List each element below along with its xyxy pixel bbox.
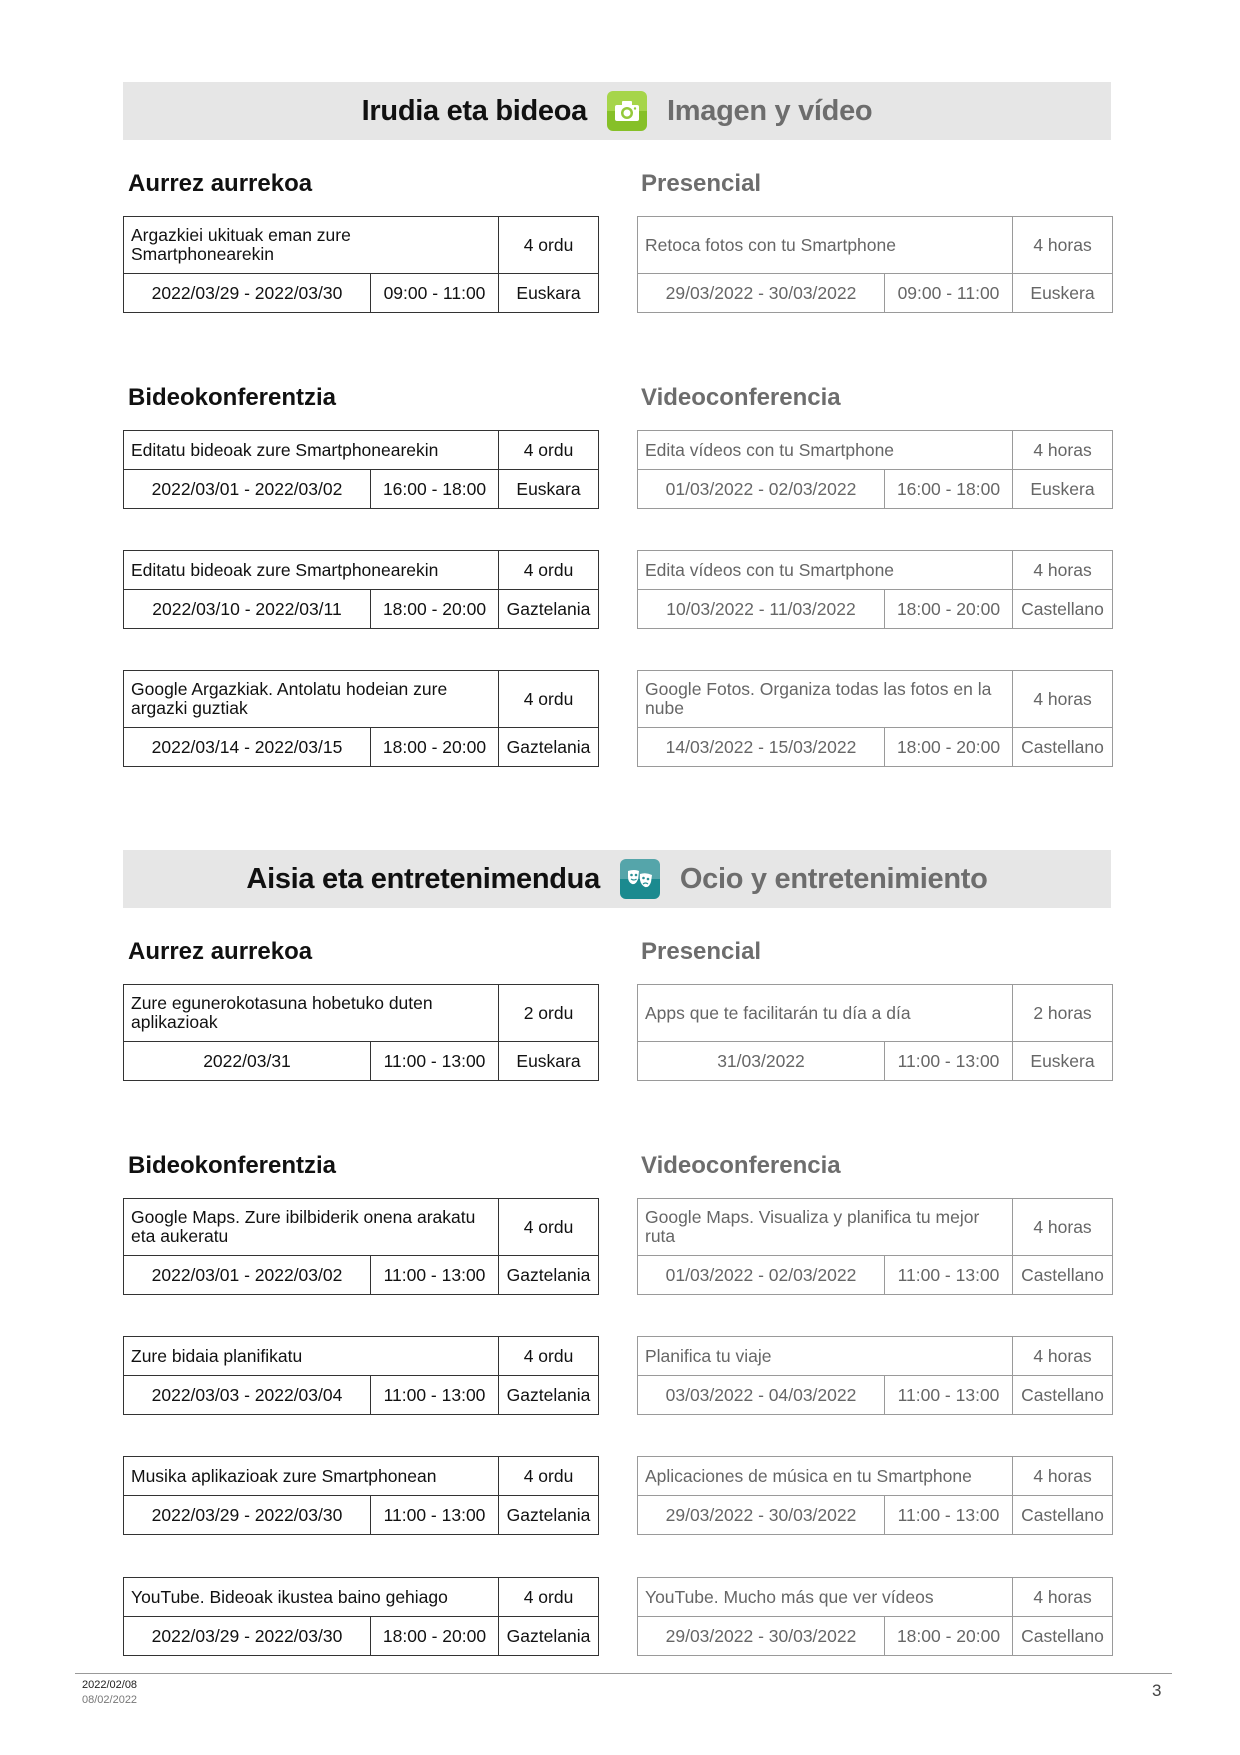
course-dates: 2022/03/14 - 2022/03/15 <box>124 728 371 767</box>
course-duration: 4 horas <box>1013 1199 1113 1256</box>
course-language: Castellano <box>1013 1496 1113 1535</box>
course-dates: 2022/03/10 - 2022/03/11 <box>124 590 371 629</box>
course-duration: 4 ordu <box>499 1199 599 1256</box>
course-card-eu <box>123 984 599 1081</box>
course-time: 11:00 - 13:00 <box>885 1256 1013 1295</box>
course-title: Editatu bideoak zure Smartphonearekin <box>124 551 499 590</box>
course-card-eu <box>123 670 599 767</box>
course-card-es <box>637 1577 1113 1656</box>
course-dates: 14/03/2022 - 15/03/2022 <box>638 728 885 767</box>
course-card-es <box>637 1456 1113 1535</box>
course-dates: 2022/03/29 - 2022/03/30 <box>124 274 371 313</box>
course-title: Zure egunerokotasuna hobetuko duten aplikazioak <box>124 985 499 1042</box>
course-dates: 2022/03/03 - 2022/03/04 <box>124 1376 371 1415</box>
course-dates: 2022/03/29 - 2022/03/30 <box>124 1496 371 1535</box>
course-dates: 31/03/2022 <box>638 1042 885 1081</box>
course-time: 18:00 - 20:00 <box>371 590 499 629</box>
course-time: 11:00 - 13:00 <box>885 1042 1013 1081</box>
course-language: Euskara <box>499 470 599 509</box>
course-language: Gaztelania <box>499 1617 599 1656</box>
course-card-es <box>637 1198 1113 1295</box>
course-title: Zure bidaia planifikatu <box>124 1337 499 1376</box>
course-title: YouTube. Mucho más que ver vídeos <box>638 1578 1013 1617</box>
course-title: Google Argazkiak. Antolatu hodeian zure argazki guztiak <box>124 671 499 728</box>
course-duration: 4 horas <box>1013 1578 1113 1617</box>
course-title: YouTube. Bideoak ikustea baino gehiago <box>124 1578 499 1617</box>
course-dates: 01/03/2022 - 02/03/2022 <box>638 1256 885 1295</box>
course-card-eu <box>123 1577 599 1656</box>
group-label-es: Presencial <box>641 938 762 965</box>
course-card-es <box>637 430 1113 509</box>
course-title: Edita vídeos con tu Smartphone <box>638 551 1013 590</box>
group-label-eu: Bideokonferentzia <box>128 1152 337 1179</box>
course-duration: 2 ordu <box>499 985 599 1042</box>
group-label-es: Videoconferencia <box>641 1152 841 1179</box>
course-card-eu <box>123 550 599 629</box>
course-language: Gaztelania <box>499 1376 599 1415</box>
course-card-eu <box>123 1456 599 1535</box>
course-title: Edita vídeos con tu Smartphone <box>638 431 1013 470</box>
group-label-es: Presencial <box>641 170 762 197</box>
course-title: Google Fotos. Organiza todas las fotos en la nube <box>638 671 1013 728</box>
course-language: Euskera <box>1013 274 1113 313</box>
section-header-leisure <box>123 850 1111 908</box>
course-language: Gaztelania <box>499 1256 599 1295</box>
course-dates: 01/03/2022 - 02/03/2022 <box>638 470 885 509</box>
course-card-eu <box>123 430 599 509</box>
course-language: Castellano <box>1013 1256 1113 1295</box>
course-time: 09:00 - 11:00 <box>371 274 499 313</box>
course-card-es <box>637 550 1113 629</box>
course-title: Musika aplikazioak zure Smartphonean <box>124 1457 499 1496</box>
course-title: Planifica tu viaje <box>638 1337 1013 1376</box>
course-language: Euskara <box>499 274 599 313</box>
group-label-eu: Bideokonferentzia <box>128 384 337 411</box>
course-dates: 29/03/2022 - 30/03/2022 <box>638 1496 885 1535</box>
course-title: Google Maps. Visualiza y planifica tu mejor ruta <box>638 1199 1013 1256</box>
section-title-eu: Irudia eta bideoa <box>361 94 587 127</box>
course-card-es <box>637 1336 1113 1415</box>
course-time: 11:00 - 13:00 <box>371 1256 499 1295</box>
course-time: 11:00 - 13:00 <box>885 1496 1013 1535</box>
course-language: Castellano <box>1013 1376 1113 1415</box>
group-label-eu: Aurrez aurrekoa <box>128 170 313 197</box>
course-title: Apps que te facilitarán tu día a día <box>638 985 1013 1042</box>
course-time: 11:00 - 13:00 <box>371 1376 499 1415</box>
course-dates: 03/03/2022 - 04/03/2022 <box>638 1376 885 1415</box>
course-dates: 10/03/2022 - 11/03/2022 <box>638 590 885 629</box>
group-label-es: Videoconferencia <box>641 384 841 411</box>
course-dates: 2022/03/29 - 2022/03/30 <box>124 1617 371 1656</box>
course-title: Aplicaciones de música en tu Smartphone <box>638 1457 1013 1496</box>
course-time: 16:00 - 18:00 <box>885 470 1013 509</box>
course-duration: 4 ordu <box>499 1457 599 1496</box>
course-card-es <box>637 216 1113 313</box>
footer-date-es: 08/02/2022 <box>82 1694 138 1706</box>
section-title-eu: Aisia eta entretenimendua <box>246 862 600 895</box>
course-language: Gaztelania <box>499 590 599 629</box>
course-language: Euskara <box>499 1042 599 1081</box>
course-time: 18:00 - 20:00 <box>885 1617 1013 1656</box>
course-card-es <box>637 670 1113 767</box>
footer-divider <box>75 1673 1172 1674</box>
course-duration: 4 ordu <box>499 217 599 274</box>
course-language: Euskera <box>1013 1042 1113 1081</box>
course-dates: 2022/03/31 <box>124 1042 371 1081</box>
course-duration: 4 ordu <box>499 551 599 590</box>
course-card-es <box>637 984 1113 1081</box>
group-label-eu: Aurrez aurrekoa <box>128 938 313 965</box>
course-duration: 4 horas <box>1013 1457 1113 1496</box>
course-title: Google Maps. Zure ibilbiderik onena arakatu eta aukeratu <box>124 1199 499 1256</box>
course-language: Euskera <box>1013 470 1113 509</box>
course-time: 16:00 - 18:00 <box>371 470 499 509</box>
course-title: Retoca fotos con tu Smartphone <box>638 217 1013 274</box>
course-duration: 4 ordu <box>499 431 599 470</box>
course-card-eu <box>123 216 599 313</box>
course-card-eu <box>123 1336 599 1415</box>
course-duration: 4 horas <box>1013 671 1113 728</box>
course-duration: 2 horas <box>1013 985 1113 1042</box>
course-language: Gaztelania <box>499 1496 599 1535</box>
course-language: Castellano <box>1013 728 1113 767</box>
course-time: 18:00 - 20:00 <box>371 728 499 767</box>
course-time: 09:00 - 11:00 <box>885 274 1013 313</box>
section-title-es: Ocio y entretenimiento <box>679 862 988 895</box>
course-duration: 4 ordu <box>499 1578 599 1617</box>
course-language: Gaztelania <box>499 728 599 767</box>
course-time: 18:00 - 20:00 <box>371 1617 499 1656</box>
course-duration: 4 horas <box>1013 1337 1113 1376</box>
course-dates: 2022/03/01 - 2022/03/02 <box>124 1256 371 1295</box>
course-duration: 4 horas <box>1013 431 1113 470</box>
theater-masks-icon <box>620 859 660 899</box>
course-language: Castellano <box>1013 590 1113 629</box>
section-title-es: Imagen y vídeo <box>667 94 873 127</box>
course-time: 11:00 - 13:00 <box>371 1496 499 1535</box>
course-duration: 4 horas <box>1013 551 1113 590</box>
course-duration: 4 ordu <box>499 1337 599 1376</box>
course-dates: 2022/03/01 - 2022/03/02 <box>124 470 371 509</box>
page-number: 3 <box>1152 1681 1162 1700</box>
course-dates: 29/03/2022 - 30/03/2022 <box>638 1617 885 1656</box>
course-title: Editatu bideoak zure Smartphonearekin <box>124 431 499 470</box>
course-time: 18:00 - 20:00 <box>885 590 1013 629</box>
course-card-eu <box>123 1198 599 1295</box>
course-duration: 4 horas <box>1013 217 1113 274</box>
course-time: 11:00 - 13:00 <box>371 1042 499 1081</box>
course-title: Argazkiei ukituak eman zure Smartphonearekin <box>124 217 499 274</box>
course-time: 18:00 - 20:00 <box>885 728 1013 767</box>
course-language: Castellano <box>1013 1617 1113 1656</box>
course-time: 11:00 - 13:00 <box>885 1376 1013 1415</box>
section-header-image-video <box>123 82 1111 140</box>
course-duration: 4 ordu <box>499 671 599 728</box>
camera-icon <box>607 91 647 131</box>
course-dates: 29/03/2022 - 30/03/2022 <box>638 274 885 313</box>
footer-date-eu: 2022/02/08 <box>82 1679 138 1691</box>
